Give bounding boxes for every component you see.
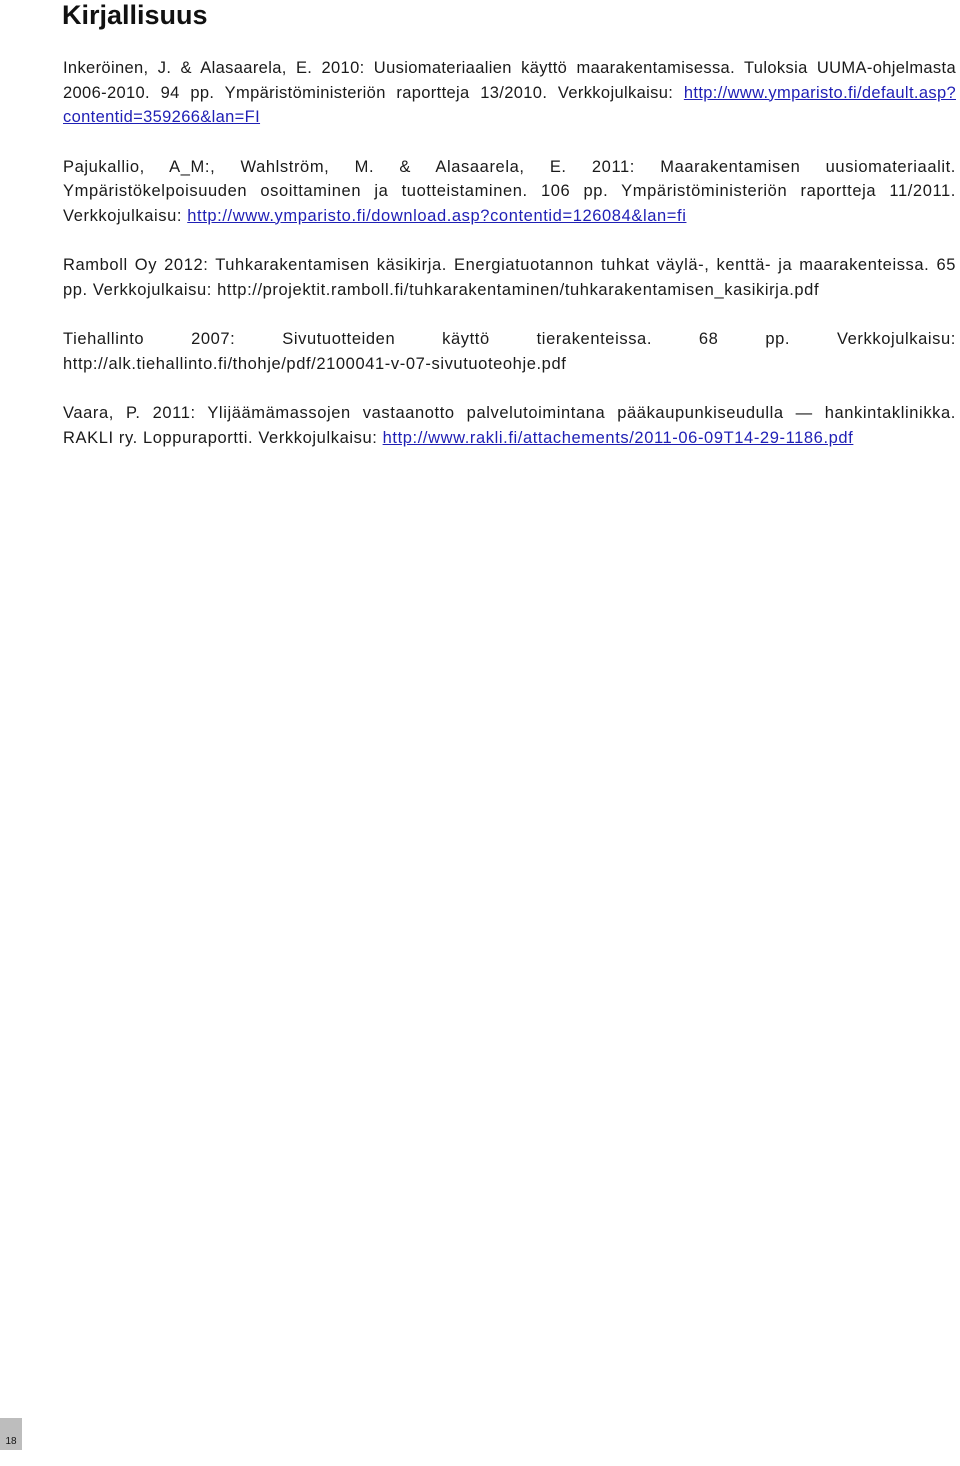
reference-item [63,155,956,229]
reference-list [63,56,956,475]
reference-text: Tiehallinto 2007: Sivutuotteiden käyttö tierakenteissa. 68 pp. Verkkojulkaisu: http://alk.tiehallinto.fi/thohje/pdf/2100041-v-07-sivutuoteohje.pdf [63,330,956,373]
page-number: 18 [0,1418,22,1450]
reference-text: Pajukallio, A_M:, Wahlström, M. & Alasaarela, E. 2011: Maarakentamisen uusiomateriaalit. Ympäristökelpoisuuden osoittaminen ja tuotteistaminen. 106 pp. Ympäristöministeriön raportteja 11/2011. Verkkojulkaisu: [63,157,956,225]
reference-text: Inkeröinen, J. & Alasaarela, E. 2010: Uusiomateriaalien käyttö maarakentamisessa. Tuloksia UUMA-ohjelmasta 2006-2010. 94 pp. Ympäristöministeriön raportteja 13/2010. Verkkojulkaisu: [63,59,956,102]
reference-item [63,56,956,130]
reference-text: Vaara, P. 2011: Ylijäämämassojen vastaanotto palvelutoimintana pääkaupunkiseudulla — hankintaklinikka. RAKLI ry. Loppuraportti. Verkkojulkaisu: [63,404,956,447]
page-heading: Kirjallisuus [62,0,208,30]
reference-link[interactable]: http://www.rakli.fi/attachements/2011-06-09T14-29-1186.pdf [382,428,854,447]
reference-link[interactable]: http://www.ymparisto.fi/download.asp?contentid=126084&lan=fi [187,206,687,225]
reference-item [63,401,956,450]
reference-item [63,327,956,376]
reference-link[interactable]: http://www.ymparisto.fi/default.asp?contentid=359266&lan=FI [63,83,956,126]
reference-item [63,253,956,302]
reference-text: Ramboll Oy 2012: Tuhkarakentamisen käsikirja. Energiatuotannon tuhkat väylä-, kenttä- ja maarakenteissa. 65 pp. Verkkojulkaisu: http://projektit.ramboll.fi/tuhkarakentaminen/tuhkarakentamisen_kasikirja.pdf [63,256,956,299]
